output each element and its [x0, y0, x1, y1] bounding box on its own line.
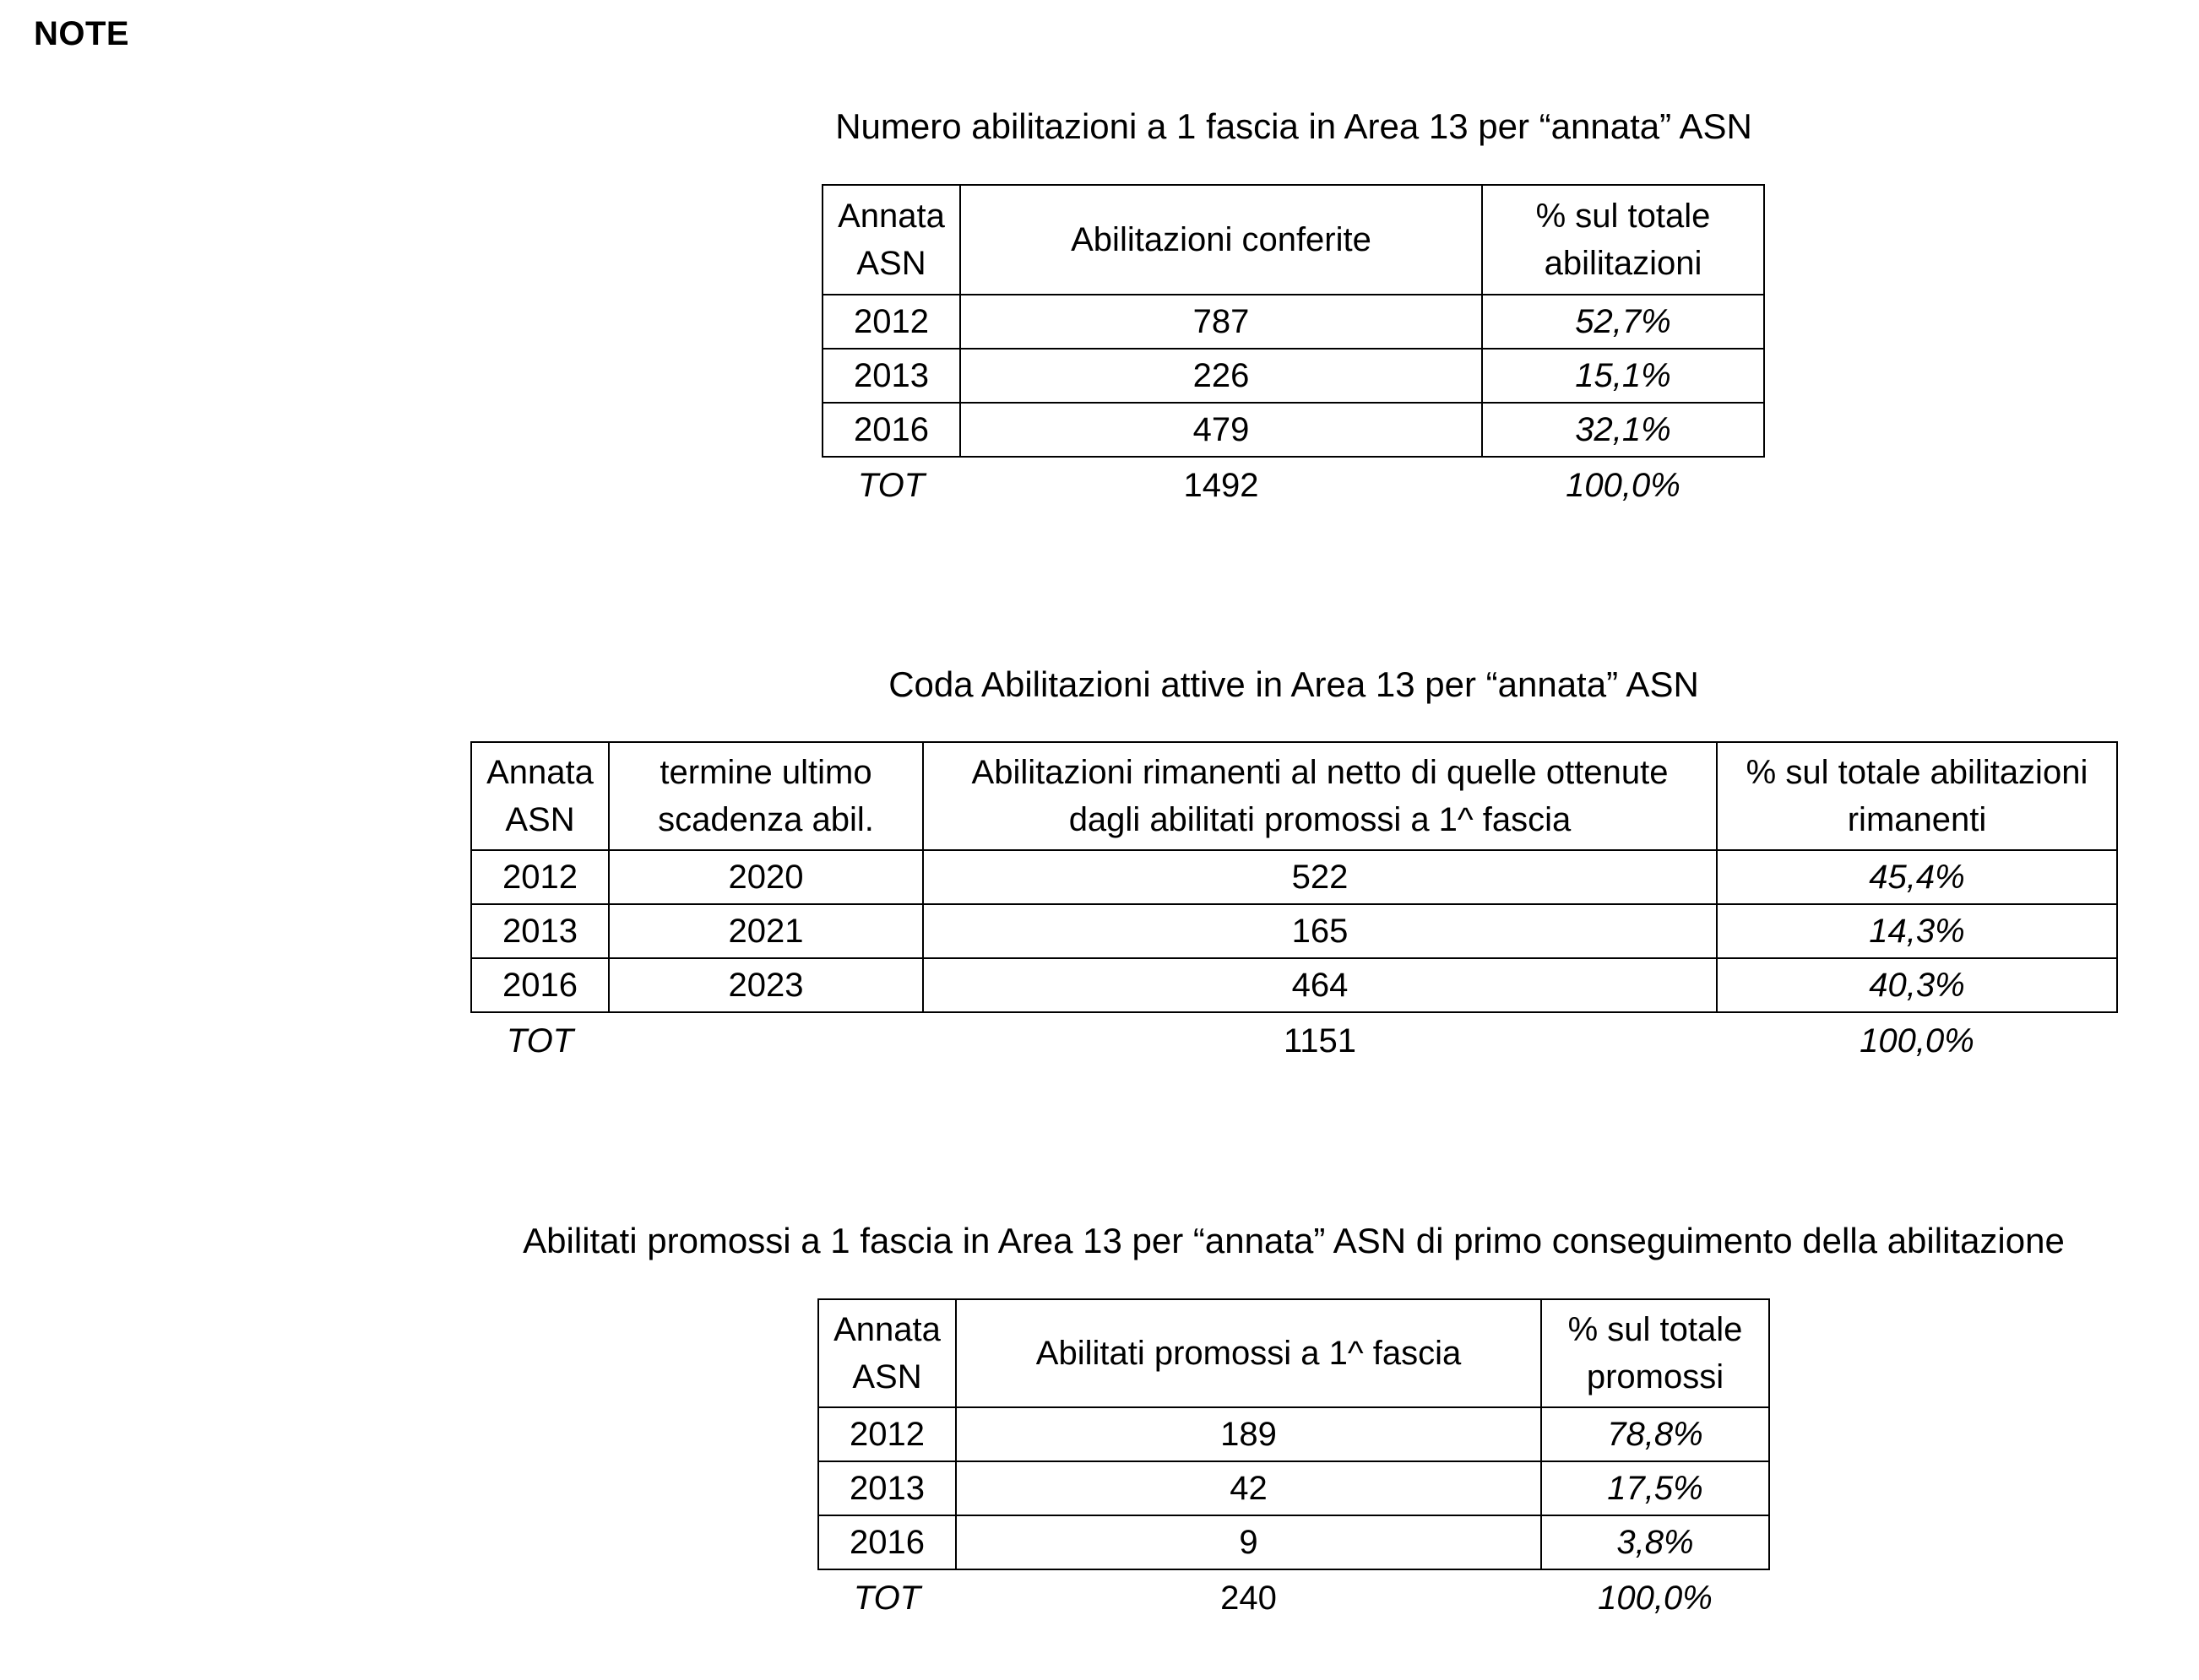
header-annata: Annata ASN — [818, 1299, 956, 1407]
header-percent: % sul totale abilitazioni — [1482, 185, 1764, 295]
total-percent: 100,0% — [1860, 1022, 1974, 1059]
cell-value: 9 — [956, 1515, 1541, 1569]
cell-percent: 78,8% — [1541, 1407, 1769, 1461]
total-row — [818, 1569, 1769, 1626]
cell-value: 787 — [960, 295, 1482, 349]
total-percent: 100,0% — [1598, 1580, 1713, 1617]
cell-value: 522 — [923, 850, 1717, 904]
cell-deadline: 2021 — [609, 904, 923, 958]
total-label: TOT — [506, 1022, 574, 1059]
header-percent: % sul totale abilitazioni rimanenti — [1717, 742, 2117, 850]
total-value: 240 — [1220, 1580, 1277, 1617]
table-1 — [822, 184, 1765, 513]
total-row — [823, 457, 1764, 513]
table-row — [818, 1407, 1769, 1461]
total-value: 1492 — [1183, 467, 1259, 504]
header-annata: Annata ASN — [823, 185, 960, 295]
table-3-title: Abilitati promossi a 1 fascia in Area 13 per “annata” ASN di primo conseguimento della abilitazione — [523, 1221, 2065, 1260]
cell-percent: 17,5% — [1541, 1461, 1769, 1515]
cell-value: 42 — [956, 1461, 1541, 1515]
cell-percent: 14,3% — [1717, 904, 2117, 958]
table-row — [471, 958, 2117, 1012]
cell-percent: 52,7% — [1482, 295, 1764, 349]
header-annata: Annata ASN — [471, 742, 609, 850]
table-2 — [470, 741, 2118, 1069]
cell-percent: 45,4% — [1717, 850, 2117, 904]
cell-value: 165 — [923, 904, 1717, 958]
total-value: 1151 — [1283, 1022, 1356, 1059]
cell-year: 2016 — [823, 403, 960, 457]
table-row — [823, 403, 1764, 457]
cell-deadline: 2023 — [609, 958, 923, 1012]
table-3 — [817, 1298, 1770, 1626]
cell-percent: 32,1% — [1482, 403, 1764, 457]
table-row — [818, 1515, 1769, 1569]
cell-year: 2012 — [471, 850, 609, 904]
note-label: NOTE — [34, 15, 130, 52]
cell-percent: 15,1% — [1482, 349, 1764, 403]
cell-year: 2012 — [823, 295, 960, 349]
table-row — [471, 850, 2117, 904]
cell-year: 2013 — [818, 1461, 956, 1515]
cell-deadline: 2020 — [609, 850, 923, 904]
cell-value: 479 — [960, 403, 1482, 457]
total-deadline — [609, 1012, 923, 1069]
cell-year: 2013 — [823, 349, 960, 403]
cell-value: 189 — [956, 1407, 1541, 1461]
cell-percent: 3,8% — [1541, 1515, 1769, 1569]
table-row — [471, 904, 2117, 958]
total-label: TOT — [853, 1580, 921, 1617]
cell-value: 464 — [923, 958, 1717, 1012]
total-label: TOT — [857, 467, 926, 504]
table-1-title: Numero abilitazioni a 1 fascia in Area 13 per “annata” ASN — [835, 106, 1752, 146]
cell-percent: 40,3% — [1717, 958, 2117, 1012]
total-percent: 100,0% — [1566, 467, 1680, 504]
header-percent: % sul totale promossi — [1541, 1299, 1769, 1407]
cell-year: 2016 — [818, 1515, 956, 1569]
cell-year: 2016 — [471, 958, 609, 1012]
header-abilitati-promossi: Abilitati promossi a 1^ fascia — [956, 1299, 1541, 1407]
table-2-title: Coda Abilitazioni attive in Area 13 per “annata” ASN — [888, 664, 1699, 704]
cell-year: 2013 — [471, 904, 609, 958]
cell-year: 2012 — [818, 1407, 956, 1461]
header-abilitazioni-conferite: Abilitazioni conferite — [960, 185, 1482, 295]
cell-value: 226 — [960, 349, 1482, 403]
table-row — [818, 1461, 1769, 1515]
table-row — [823, 349, 1764, 403]
total-row — [471, 1012, 2117, 1069]
header-termine: termine ultimo scadenza abil. — [609, 742, 923, 850]
header-abilitazioni-rimanenti: Abilitazioni rimanenti al netto di quelle ottenute dagli abilitati promossi a 1^ fascia — [923, 742, 1717, 850]
table-row — [823, 295, 1764, 349]
